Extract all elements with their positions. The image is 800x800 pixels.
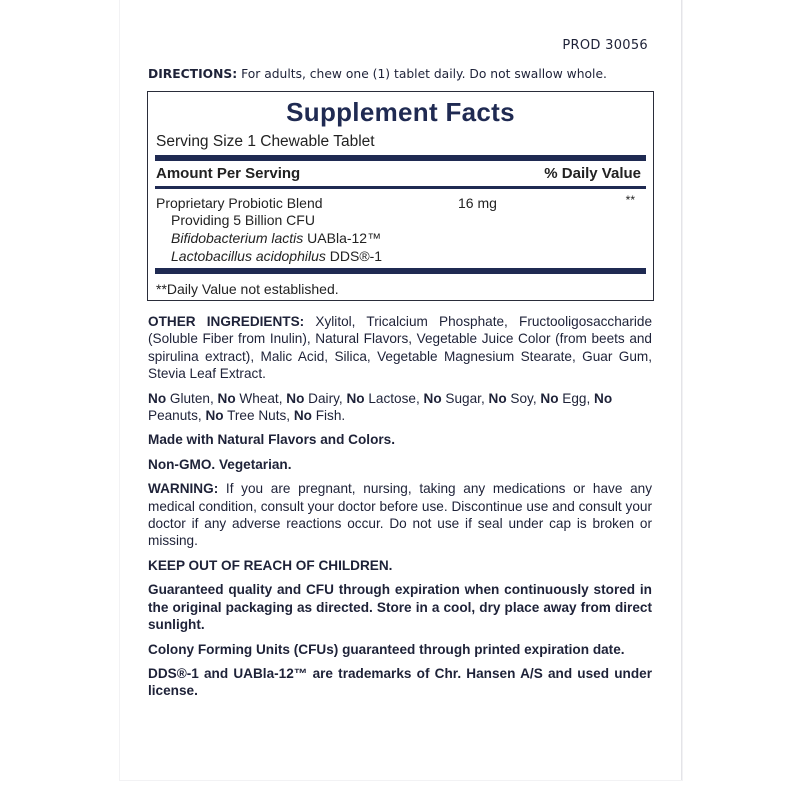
free-from-item: Lactose, bbox=[364, 390, 424, 406]
thin-divider bbox=[155, 186, 646, 189]
other-ingredients bbox=[148, 313, 652, 383]
warning-label: WARNING: bbox=[148, 481, 219, 497]
no-label: No bbox=[488, 390, 507, 406]
free-from-item: Sugar, bbox=[441, 390, 489, 406]
warning-text: If you are pregnant, nursing, taking any medications or have any medical condition, consult your doctor before use. Discontinue use and consult your doctor if any adverse reactions occur. Do not use if seal under cap is broken or missing. bbox=[148, 481, 652, 549]
serving-size: Serving Size 1 Chewable Tablet bbox=[156, 133, 375, 150]
free-from-item: Tree Nuts, bbox=[223, 408, 294, 424]
other-ingredients-text: Xylitol, Tricalcium Phosphate, Fructooligosaccharide (Soluble Fiber from Inulin), Natural Flavors, Vegetable Juice Color (from beets and spirulina extract), Malic Acid, Silica, Vegetable Magnesium Stearate, Guar Gum, Stevia Leaf Extract. bbox=[148, 314, 653, 382]
cfu-count: Providing 5 Billion CFU bbox=[171, 212, 315, 228]
no-label: No bbox=[346, 390, 365, 406]
free-from-item: Dairy, bbox=[304, 390, 347, 406]
free-from-item: Soy, bbox=[506, 390, 541, 406]
strain-2-name: Lactobacillus acidophilus bbox=[171, 248, 326, 264]
trademark-note: DDS®-1 and UABla-12™ are trademarks of Chr. Hansen A/S and used under license. bbox=[148, 665, 652, 699]
ingredient-amount: 16 mg bbox=[458, 195, 497, 211]
ingredient-name: Proprietary Probiotic Blend bbox=[156, 195, 323, 211]
no-label: No bbox=[540, 390, 559, 406]
amount-header: Amount Per Serving bbox=[156, 165, 301, 182]
no-label: No bbox=[217, 390, 236, 406]
free-from-item: Wheat, bbox=[235, 390, 287, 406]
keep-out: KEEP OUT OF REACH OF CHILDREN. bbox=[148, 557, 393, 573]
daily-value-header: % Daily Value bbox=[544, 165, 641, 182]
strain-1-name: Bifidobacterium lactis bbox=[171, 230, 304, 246]
free-from-item: Gluten, bbox=[166, 390, 218, 406]
supplement-facts-panel bbox=[147, 91, 654, 301]
free-from-item: Egg, bbox=[558, 390, 595, 406]
warning bbox=[148, 480, 652, 550]
footnote: **Daily Value not established. bbox=[156, 281, 339, 297]
no-label: No bbox=[293, 408, 312, 424]
directions-label: DIRECTIONS: bbox=[148, 67, 238, 81]
strain-2 bbox=[171, 248, 382, 264]
no-label: No bbox=[286, 390, 305, 406]
strain-2-mark: DDS®-1 bbox=[325, 248, 383, 264]
cfu-note: Colony Forming Units (CFUs) guaranteed through printed expiration date. bbox=[148, 641, 625, 657]
no-label: No bbox=[423, 390, 442, 406]
ingredient-dv: ** bbox=[625, 193, 635, 207]
thick-divider bbox=[155, 155, 646, 161]
no-label: No bbox=[594, 390, 613, 406]
directions-text: For adults, chew one (1) tablet daily. Do not swallow whole. bbox=[237, 67, 607, 81]
free-from-item: Peanuts, bbox=[148, 408, 206, 424]
natural-flavors: Made with Natural Flavors and Colors. bbox=[148, 432, 395, 448]
thick-divider-bottom bbox=[155, 268, 646, 274]
guarantee: Guaranteed quality and CFU through expiration when continuously stored in the original packaging as directed. Store in a cool, dry place away from direct sunlight. bbox=[148, 582, 652, 633]
free-from-item: Fish. bbox=[311, 408, 346, 424]
strain-1 bbox=[171, 230, 381, 246]
label-text-column bbox=[148, 313, 652, 707]
no-label: No bbox=[148, 390, 167, 406]
no-label: No bbox=[205, 408, 224, 424]
other-ingredients-label: OTHER INGREDIENTS: bbox=[148, 314, 305, 329]
facts-title: Supplement Facts bbox=[286, 97, 515, 127]
directions bbox=[148, 67, 607, 81]
product-code: PROD 30056 bbox=[562, 38, 648, 53]
strain-1-mark: UABla-12™ bbox=[303, 230, 382, 246]
free-from-list bbox=[148, 390, 652, 425]
non-gmo: Non-GMO. Vegetarian. bbox=[148, 456, 292, 472]
